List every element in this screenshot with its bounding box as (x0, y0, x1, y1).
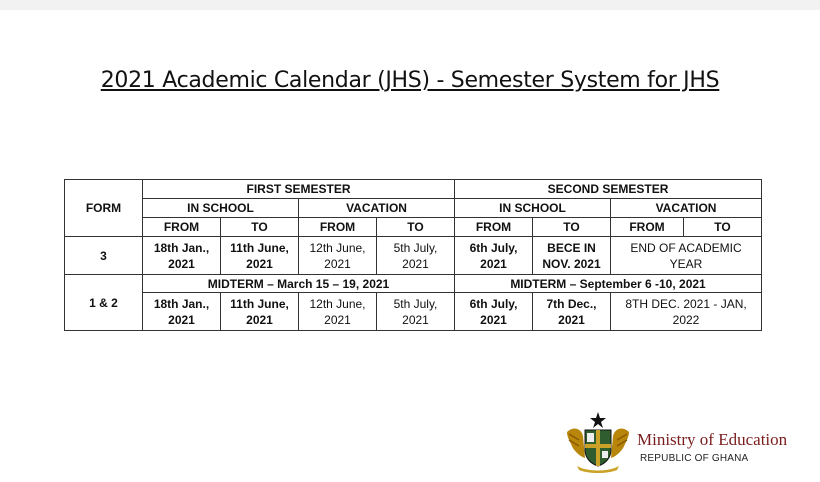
form-cell: 1 & 2 (65, 275, 143, 331)
s1-vacation-header: VACATION (299, 199, 455, 218)
first-semester-header: FIRST SEMESTER (143, 180, 455, 199)
table-cell: 6th July, 2021 (455, 293, 533, 331)
academic-calendar-table (64, 179, 762, 331)
table-row-form-1-2 (65, 293, 762, 331)
page-title: 2021 Academic Calendar (JHS) - Semester System for JHS (100, 68, 720, 93)
s2-vacation-header: VACATION (611, 199, 762, 218)
s1-vac-to-header: TO (377, 218, 455, 237)
second-semester-header: SECOND SEMESTER (455, 180, 762, 199)
top-bar (0, 0, 820, 10)
table-cell: 6th July, 2021 (455, 237, 533, 275)
table-cell: END OF ACADEMIC YEAR (611, 237, 762, 275)
ministry-name: Ministry of Education (637, 430, 788, 449)
s2-vac-to-header: TO (684, 218, 762, 237)
header-row-semesters (65, 180, 762, 199)
table-cell: 5th July, 2021 (377, 293, 455, 331)
s1-school-to-header: TO (221, 218, 299, 237)
s2-school-from-header: FROM (455, 218, 533, 237)
republic-label: REPUBLIC OF GHANA (640, 453, 749, 464)
s1-school-from-header: FROM (143, 218, 221, 237)
table-cell: 8TH DEC. 2021 - JAN, 2022 (611, 293, 762, 331)
table-cell: BECE IN NOV. 2021 (533, 237, 611, 275)
table-cell: 12th June, 2021 (299, 237, 377, 275)
midterm-second-semester: MIDTERM – September 6 -10, 2021 (455, 275, 762, 293)
form-cell: 3 (65, 237, 143, 275)
table-cell: 11th June, 2021 (221, 237, 299, 275)
s1-in-school-header: IN SCHOOL (143, 199, 299, 218)
midterm-first-semester: MIDTERM – March 15 – 19, 2021 (143, 275, 455, 293)
header-row-from-to (65, 218, 762, 237)
ghana-coat-of-arms-icon (563, 410, 633, 474)
table-row-form-3 (65, 237, 762, 275)
midterm-row (65, 275, 762, 293)
table-cell: 11th June, 2021 (221, 293, 299, 331)
s2-in-school-header: IN SCHOOL (455, 199, 611, 218)
table-cell: 18th Jan., 2021 (143, 237, 221, 275)
s2-school-to-header: TO (533, 218, 611, 237)
s1-vac-from-header: FROM (299, 218, 377, 237)
s2-vac-from-header: FROM (611, 218, 684, 237)
form-header: FORM (65, 180, 143, 237)
table-cell: 5th July, 2021 (377, 237, 455, 275)
table-cell: 7th Dec., 2021 (533, 293, 611, 331)
header-row-periods (65, 199, 762, 218)
table-cell: 18th Jan., 2021 (143, 293, 221, 331)
table-cell: 12th June, 2021 (299, 293, 377, 331)
